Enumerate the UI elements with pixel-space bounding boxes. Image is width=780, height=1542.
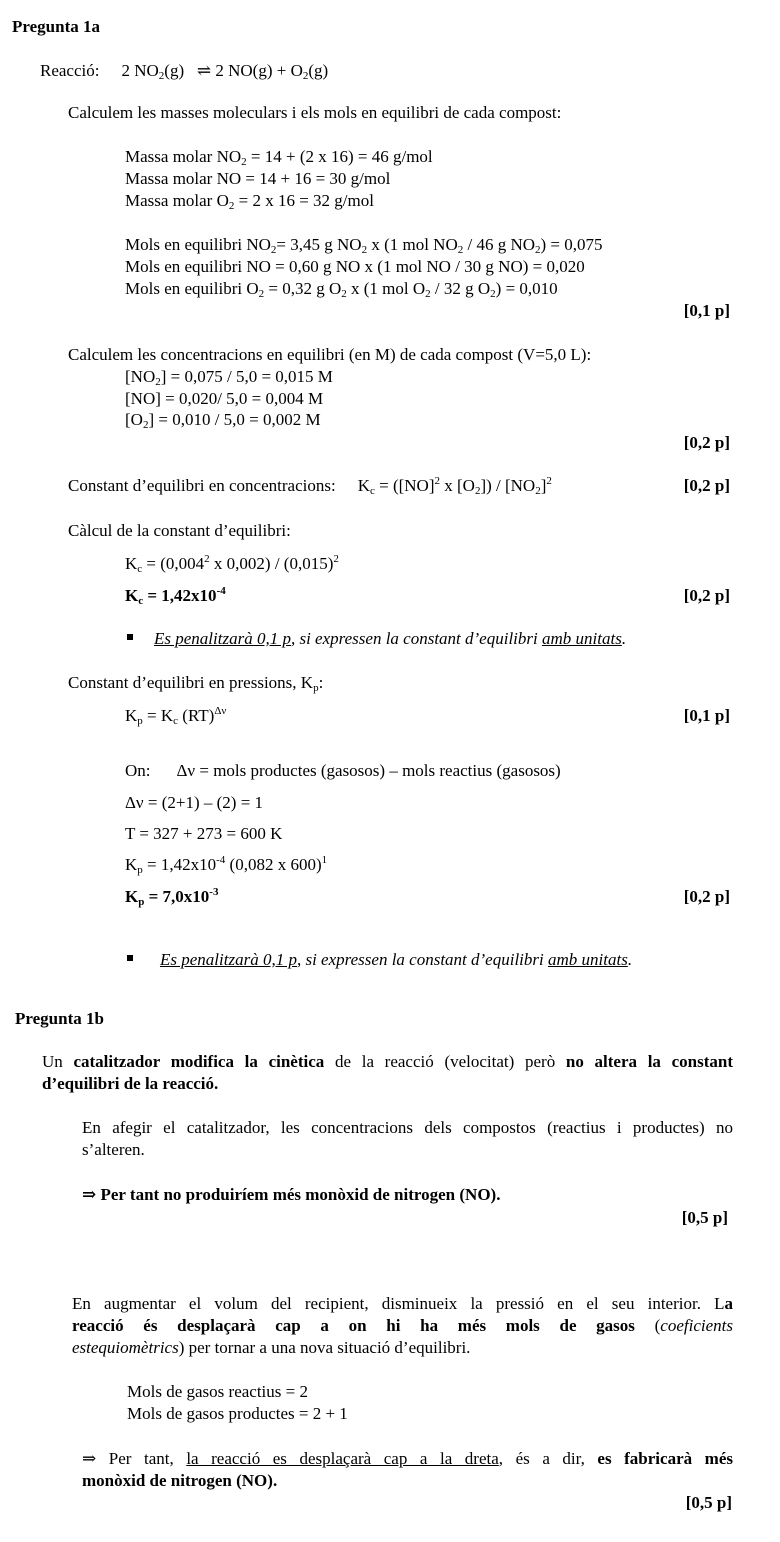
delta-nu: Δν = (2+1) – (2) = 1 [125,793,264,812]
on-line: On: Δν = mols productes (gasosos) – mols reactius (gasosos) [125,761,561,780]
kp-formula: $K_p = K_c$ (RT)$^{\Delta\nu}$ [125,705,227,727]
molar-mass-no: Massa molar NO = 14 + 16 = 30 g/mol [125,169,391,188]
kp-result: $K_p = 7,0x10^{-3}$ [125,886,219,908]
score-badge: [0,2 p] [683,887,730,906]
conclusion-2-line2: monòxid de nitrogen (NO). [82,1471,278,1490]
conc-o2: $[O_2] = 0,010 / 5,0 = 0,002$ M [125,410,321,431]
kc-result: $K_c = 1,42x10^{-4}$ [125,585,226,607]
score-badge: [0,5 p] [681,1208,728,1227]
question-1a-title: Pregunta 1a [12,17,100,36]
intro-text: Calculem les masses moleculars i els mols en equilibri de cada compost: [68,103,562,122]
gas-reactants: Mols de gasos reactius = 2 [127,1382,308,1401]
score-badge: [0,2 p] [683,586,730,605]
penalty-note: Es penalitzarà 0,1 p, si expressen la constant d’equilibri amb unitats. [160,950,633,969]
mols-no: Mols en equilibri NO = 0,60 g NO x (1 mol NO / 30 g NO) = 0,020 [125,257,585,276]
catalyst-paragraph-line1: Un catalitzador modifica la cinètica de la reacció (velocitat) però no altera la constant [42,1052,734,1071]
volume-paragraph-line1: En augmentar el volum del recipient, disminueix la pressió en el seu interior. La [72,1294,733,1313]
score-badge: [0,2 p] [683,433,730,452]
score-badge: [0,1 p] [683,301,730,320]
catalyst-detail-line1: En afegir el catalitzador, les concentracions dels compostos (reactius i productes) no [82,1118,733,1137]
score-badge: [0,5 p] [685,1493,732,1512]
catalyst-paragraph-line2: d’equilibri de la reacció. [42,1074,219,1093]
mols-no2: Mols en equilibri $NO_2= 3,45$ g $NO_2$ x (1 mol $NO_2 / 46$ g $NO_2) = 0,075$ [125,235,603,256]
question-1b-title: Pregunta 1b [15,1009,104,1028]
volume-paragraph-line3: estequiomètrics) per tornar a una nova situació d’equilibri. [72,1338,471,1357]
penalty-note: Es penalitzarà 0,1 p, si expressen la constant d’equilibri amb unitats. [154,629,627,648]
temperature: T = 327 + 273 = 600 K [125,824,283,843]
bullet-icon [127,634,133,640]
conclusion-2-line1: ⇒ Per tant, la reacció es desplaçarà cap a la dreta, és a dir, es fabricarà més [82,1449,733,1468]
gas-products: Mols de gasos productes = 2 + 1 [127,1404,348,1423]
conc-no2: $[NO_2] = 0,075 / 5,0 = 0,015$ M [125,367,333,388]
mols-o2: Mols en equilibri $O_2 = 0,32$ g $O_2$ x (1 mol $O_2 / 32$ g $O_2) = 0,010$ [125,279,558,300]
conc-no: [NO] = 0,020/ 5,0 = 0,004 M [125,389,324,408]
kp-calculation: $K_p = 1,42x10^{-4}$ (0,082 x 600)$^1$ [125,854,328,876]
kc-expression: Constant d’equilibri en concentracions: $K_c = ([NO]^2$ x $[O_2]) / [NO_2]^2$ [68,475,552,497]
score-badge: [0,1 p] [683,706,730,725]
calc-label: Càlcul de la constant d’equilibri: [68,521,291,540]
molar-mass-o2: Massa molar $O_2 = 2$ x 16 = 32 g/mol [125,191,374,212]
catalyst-detail-line2: s’alteren. [82,1140,145,1159]
kc-calculation: $K_c = (0,004^2$ x $0,002) / (0,015)^2$ [125,553,339,575]
kp-label: Constant d’equilibri en pressions, $K_p$: [68,673,324,694]
bullet-icon [127,955,133,961]
reaction-equation: Reacció: 2 $NO_2(g)$ ⇌ 2 $NO(g) + O_2(g)$ [40,61,329,82]
molar-mass-no2: Massa molar $NO_2 = 14 + (2$ x 16) = 46 g/mol [125,147,433,168]
score-badge: [0,2 p] [683,476,730,495]
conclusion-1: ⇒ Per tant no produiríem més monòxid de nitrogen (NO). [82,1185,501,1204]
volume-paragraph-line2: reacció és desplaçarà cap a on hi ha més mols de gasos (coeficients [72,1316,733,1335]
conc-intro: Calculem les concentracions en equilibri (en M) de cada compost (V=5,0 L): [68,345,592,364]
